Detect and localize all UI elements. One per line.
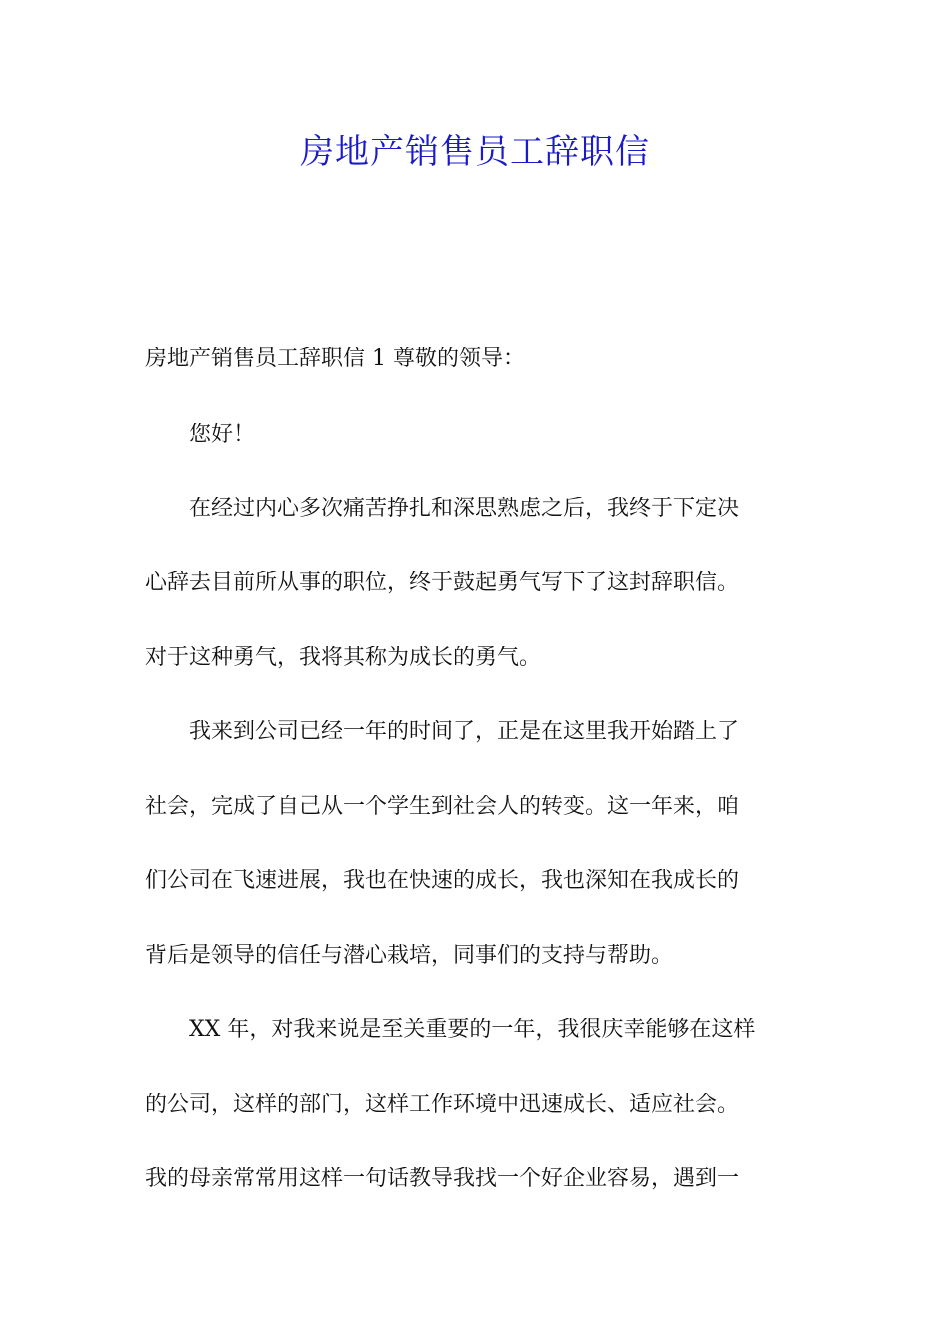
body-line-6: 我来到公司已经一年的时间了，正是在这里我开始踏上了 [145, 720, 740, 744]
body-line-9: 背后是领导的信任与潜心栽培，同事们的支持与帮助。 [145, 944, 674, 968]
body-line-11: 的公司，这样的部门，这样工作环境中迅速成长、适应社会。 [145, 1093, 740, 1117]
body-line-7: 社会，完成了自己从一个学生到社会人的转变。这一年来，咱 [145, 795, 740, 819]
body-line-5: 对于这种勇气，我将其称为成长的勇气。 [145, 646, 542, 670]
body-line-12: 我的母亲常常用这样一句话教导我找一个好企业容易，遇到一 [145, 1167, 740, 1191]
body-line-4: 心辞去目前所从事的职位，终于鼓起勇气写下了这封辞职信。 [145, 571, 740, 595]
body-line-3: 在经过内心多次痛苦挣扎和深思熟虑之后，我终于下定决 [145, 497, 740, 521]
document-title: 房地产销售员工辞职信 [300, 132, 650, 172]
body-line-1: 房地产销售员工辞职信 1 尊敬的领导： [145, 347, 525, 371]
body-line-8: 们公司在飞速进展，我也在快速的成长，我也深知在我成长的 [145, 869, 740, 893]
body-line-2: 您好！ [145, 423, 256, 447]
body-line-10: XX 年，对我来说是至关重要的一年，我很庆幸能够在这样 [145, 1018, 756, 1042]
